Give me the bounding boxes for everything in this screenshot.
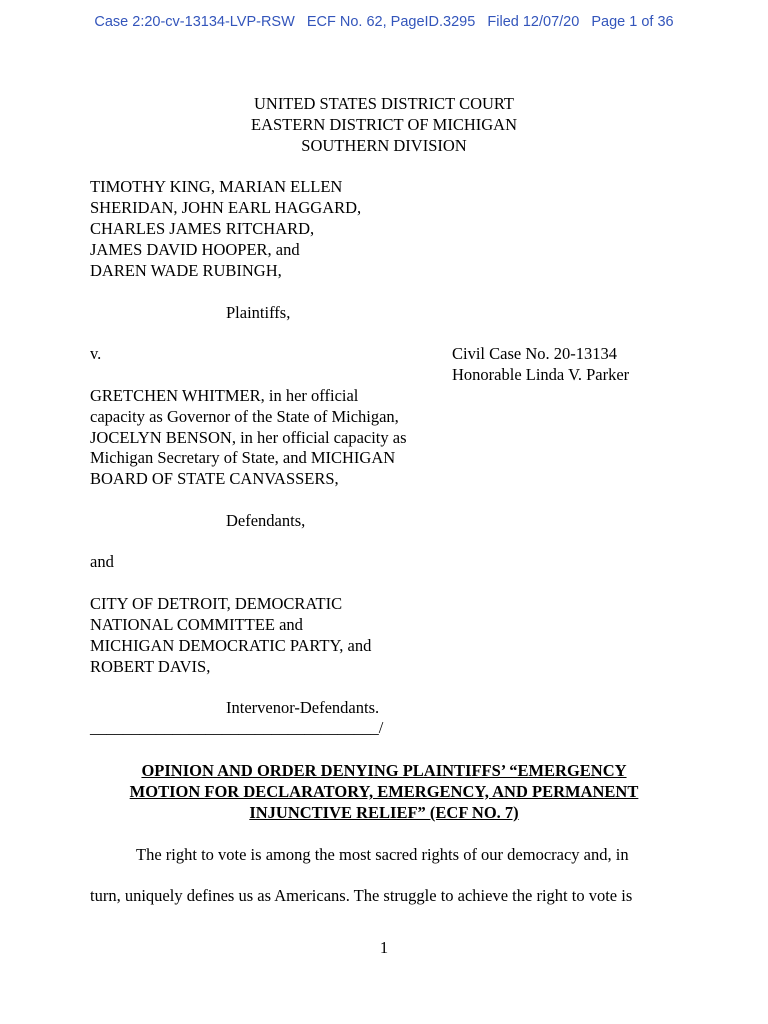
intervenor-name-line: NATIONAL COMMITTEE and	[90, 615, 303, 634]
document-title-line: OPINION AND ORDER DENYING PLAINTIFFS’ “EMERGENCY	[141, 761, 627, 780]
page-number: 1	[379, 938, 389, 957]
plaintiff-name-line: TIMOTHY KING, MARIAN ELLEN	[90, 177, 343, 196]
plaintiff-name-line: SHERIDAN, JOHN EARL HAGGARD,	[90, 198, 362, 217]
defendant-name-line: Michigan Secretary of State, and MICHIGAN	[90, 448, 396, 467]
defendant-name-line: JOCELYN BENSON, in her official capacity as	[90, 428, 407, 447]
intervenor-name-line: MICHIGAN DEMOCRATIC PARTY, and	[90, 636, 372, 655]
body-text-line: turn, uniquely defines us as Americans. The struggle to achieve the right to vote is	[90, 886, 633, 905]
defendant-name-line: BOARD OF STATE CANVASSERS,	[90, 469, 339, 488]
versus-label: v.	[90, 344, 102, 363]
defendants-role: Defendants,	[226, 511, 306, 530]
defendant-name-line: capacity as Governor of the State of Michigan,	[90, 407, 399, 426]
ecf-filing-header: Case 2:20-cv-13134-LVP-RSW ECF No. 62, PageID.3295 Filed 12/07/20 Page 1 of 36	[94, 14, 674, 30]
court-district: EASTERN DISTRICT OF MICHIGAN	[251, 115, 517, 134]
plaintiff-name-line: CHARLES JAMES RITCHARD,	[90, 219, 315, 238]
intervenors-role: Intervenor-Defendants.	[226, 698, 380, 717]
body-text-line: The right to vote is among the most sacred rights of our democracy and, in	[136, 845, 629, 864]
caption-rule: ___________________________________/	[90, 718, 384, 737]
court-name: UNITED STATES DISTRICT COURT	[253, 94, 514, 113]
plaintiff-name-line: JAMES DAVID HOOPER, and	[90, 240, 300, 259]
and-conjunction: and	[90, 552, 114, 571]
document-title-line: MOTION FOR DECLARATORY, EMERGENCY, AND PERMANENT	[129, 782, 639, 801]
plaintiffs-role: Plaintiffs,	[226, 303, 291, 322]
judge-name: Honorable Linda V. Parker	[452, 365, 630, 384]
plaintiff-name-line: DAREN WADE RUBINGH,	[90, 261, 282, 280]
court-division: SOUTHERN DIVISION	[301, 136, 467, 155]
defendant-name-line: GRETCHEN WHITMER, in her official	[90, 386, 359, 405]
intervenor-name-line: ROBERT DAVIS,	[90, 657, 211, 676]
intervenor-name-line: CITY OF DETROIT, DEMOCRATIC	[90, 594, 343, 613]
document-title-line: INJUNCTIVE RELIEF” (ECF NO. 7)	[249, 803, 519, 822]
case-number: Civil Case No. 20-13134	[452, 344, 617, 363]
